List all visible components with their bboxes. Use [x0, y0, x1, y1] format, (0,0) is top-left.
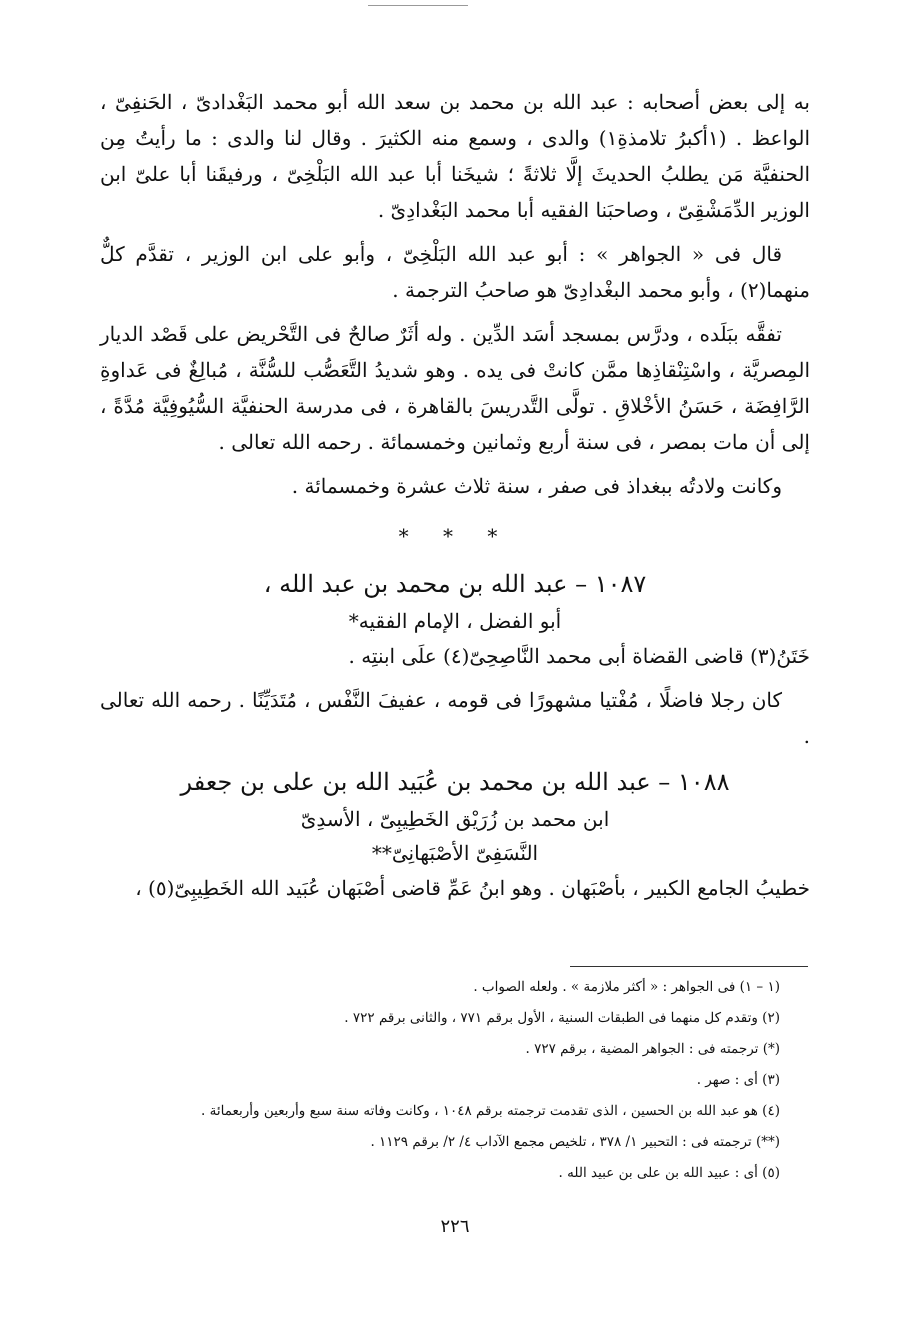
section-separator-stars: * * * — [398, 524, 512, 548]
paragraph: وكانت ولادتُه ببغداذ فى صفر ، سنة ثلاث عشرة وخمسمائة . — [291, 474, 782, 498]
page-number: ٢٢٦ — [440, 1216, 470, 1237]
paragraph: كان رجلا فاضلًا ، مُفْتيا مشهورًا فى قومه ، عفيفَ النَّفْس ، مُتَدَيِّنًا . رحمه الله تعالى . — [100, 688, 810, 748]
entry-subheading-1088-line2: النَّسَفِىّ الأصْبَهانِىّ** — [371, 841, 539, 865]
footnote: (١ – ١) فى الجواهر : « أكثر ملازمة » . ولعله الصواب . — [473, 979, 780, 995]
paragraph: به إلى بعض أصحابه : عبد الله بن محمد بن سعد الله أبو محمد البَغْدادىّ ، الحَنفِىّ ، الواعظ . (١أكبرُ تلامذةِ١) والدى ، وسمع منه الكثيرَ . وقال لنا والدى : ما رأيتُ مِن الحنفيَّة مَن يطلبُ الحديثَ إلَّا ثلاثةً ؛ شيخَنا أبا عبد الله البَلْخِىّ ، ورفيقَنا أبا علىّ ابن الوزير الدِّمَشْقِىّ ، وصاحبَنا الفقيه أبا محمد البَغْدادِىّ . — [100, 90, 811, 222]
paragraph: تفقَّه ببَلَده ، ودرَّس بمسجد أسَد الدِّين . وله أثَرٌ صالحٌ فى التَّحْريض على قَصْد الديار المِصريَّة ، واسْتِنْقاذِها ممَّن كانتْ فى يده . وهو شديدُ التَّعَصُّب للسُّنَّة ، مُبالِغٌ فى عَداوةِ الرَّافِضَة ، حَسَنُ الأخْلاقِ . تولَّى التَّدريسَ بالقاهرة ، فى مدرسة الحنفيَّة السُّيُوفِيَّة مُدَّةً ، إلى أن مات بمصر ، فى سنة أربع وثمانين وخمسمائة . رحمه الله تعالى . — [100, 322, 810, 454]
entry-subheading-1087: أبو الفضل ، الإمام الفقيه* — [348, 609, 562, 633]
footnote: (*) ترجمته فى : الجواهر المضية ، برقم ٧٢٧ . — [525, 1041, 780, 1057]
main-text — [100, 84, 810, 914]
top-rule — [368, 5, 468, 6]
paragraph: خَتَنُ(٣) قاضى القضاة أبى محمد النَّاصِحِىّ(٤) علَى ابنتِه . — [348, 644, 810, 668]
paragraph: خطيبُ الجامع الكبير ، بأصْبَهان . وهو ابنُ عَمِّ قاضى أصْبَهان عُبَيد الله الخَطِيبِىّ(٥) ، — [135, 876, 810, 900]
entry-heading-1088: ١٠٨٨ – عبد الله بن محمد بن عُبَيد الله بن على بن جعفر — [180, 768, 730, 796]
footnotes — [160, 972, 780, 1189]
entry-heading-1087: ١٠٨٧ – عبد الله بن محمد بن عبد الله ، — [263, 570, 647, 598]
paragraph: قال فى « الجواهر » : أبو عبد الله البَلْخِىّ ، وأبو على ابن الوزير ، تقدَّم كلٌّ منهما(٢) ، وأبو محمد البغْدادِىّ هو صاحبُ الترجمة . — [100, 242, 810, 302]
footnote: (**) ترجمته فى : التحبير ١/ ٣٧٨ ، تلخيص مجمع الآداب ٤/ ٢/ برقم ١١٢٩ . — [370, 1134, 780, 1150]
footnote: (٤) هو عبد الله بن الحسين ، الذى تقدمت ترجمته برقم ١٠٤٨ ، وكانت وفاته سنة سبع وأربعين وأربعمائة . — [201, 1103, 780, 1119]
entry-subheading-1088: ابن محمد بن زُرَيْق الخَطِيبِىّ ، الأسدِىّ — [300, 807, 610, 831]
footnote: (٥) أى : عبيد الله بن على بن عبيد الله . — [558, 1165, 780, 1181]
footnote-separator — [570, 966, 808, 967]
footnote: (٣) أى : صهر . — [696, 1072, 780, 1088]
footnote: (٢) وتقدم كل منهما فى الطبقات السنية ، الأول برقم ٧٧١ ، والثانى برقم ٧٢٢ . — [344, 1010, 780, 1026]
